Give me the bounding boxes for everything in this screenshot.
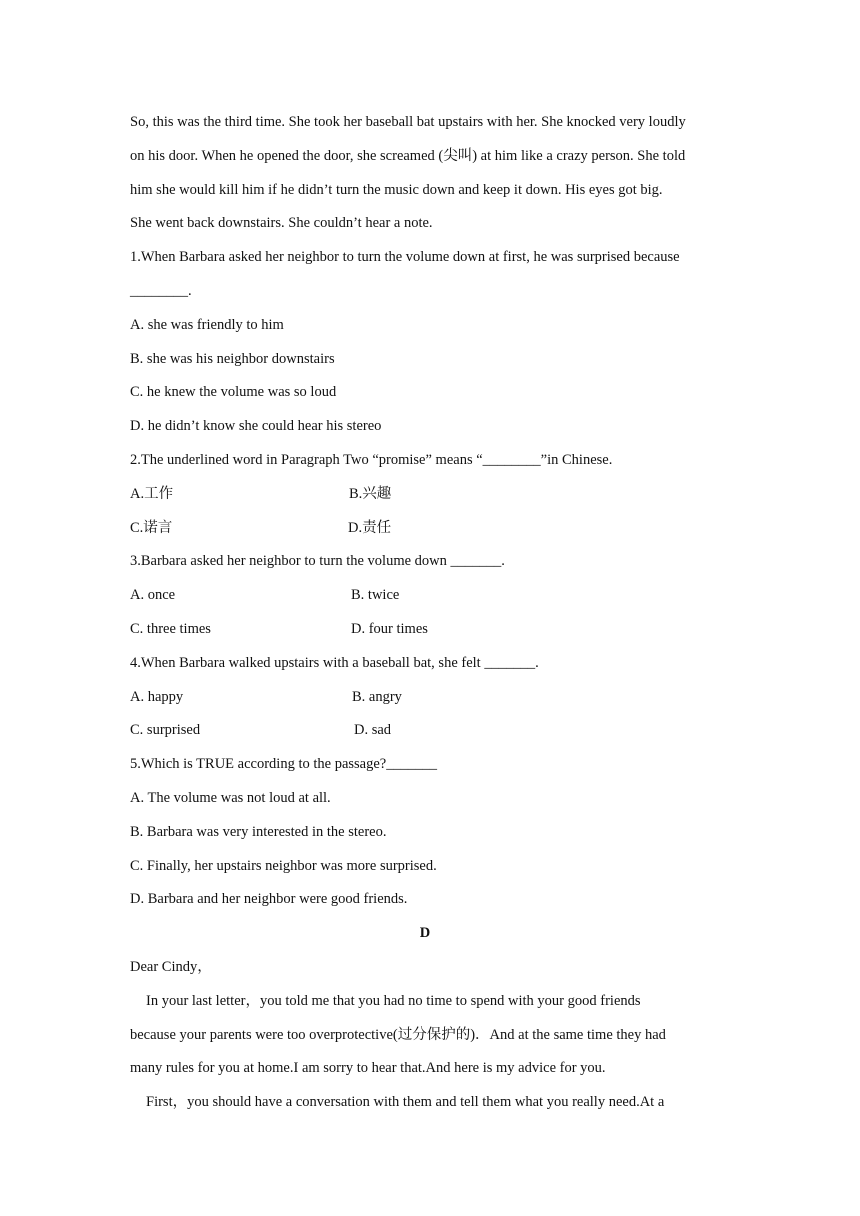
question-4-options-row-2 — [130, 714, 720, 748]
question-2-options-row-2 — [130, 512, 720, 546]
question-3-options-row-1 — [130, 579, 720, 613]
letter-salutation: Dear Cindy， — [130, 958, 212, 975]
passage-line: him she would kill him if he didn’t turn the music down and keep it down. His eyes got big. — [130, 181, 663, 198]
question-2-option-c: C.诺言 — [130, 519, 173, 536]
question-2-option-b: B.兴趣 — [349, 485, 392, 502]
letter-line: many rules for you at home.I am sorry to hear that.And here is my advice for you. — [130, 1060, 606, 1077]
question-2-option-d: D.责任 — [348, 519, 392, 536]
passage-line: She went back downstairs. She couldn’t hear a note. — [130, 215, 433, 232]
question-5-option-b: B. Barbara was very interested in the stereo. — [130, 823, 387, 840]
question-4-option-c: C. surprised — [130, 722, 201, 739]
question-1-option-d: D. he didn’t know she could hear his stereo — [130, 418, 382, 435]
question-1-option-c: C. he knew the volume was so loud — [130, 384, 337, 401]
question-3-option-a: A. once — [130, 587, 176, 604]
question-2-option-a: A.工作 — [130, 485, 174, 502]
question-3-options-row-2 — [130, 613, 720, 647]
question-3-option-c: C. three times — [130, 620, 211, 637]
document-page — [130, 106, 720, 1120]
letter-line: First，you should have a conversation with them and tell them what you really need.At a — [146, 1094, 665, 1111]
question-3-option-d: D. four times — [351, 620, 428, 637]
question-4-options-row-1 — [130, 681, 720, 715]
letter-line: because your parents were too overprotective(过分保护的)．And at the same time they had — [130, 1026, 666, 1043]
question-4-option-d: D. sad — [354, 722, 392, 739]
question-5-stem: 5.Which is TRUE according to the passage?_______ — [130, 756, 437, 773]
question-2-options-row-1 — [130, 478, 720, 512]
question-4-stem: 4.When Barbara walked upstairs with a baseball bat, she felt _______. — [130, 654, 539, 671]
section-heading: D — [419, 925, 431, 942]
question-1-stem: 1.When Barbara asked her neighbor to turn the volume down at first, he was surprised because — [130, 249, 680, 266]
question-5-option-a: A. The volume was not loud at all. — [130, 789, 331, 806]
question-5-option-c: C. Finally, her upstairs neighbor was more surprised. — [130, 857, 437, 874]
question-4-option-a: A. happy — [130, 688, 184, 705]
passage-line: on his door. When he opened the door, she screamed (尖叫) at him like a crazy person. She told — [130, 147, 686, 164]
passage-line: So, this was the third time. She took her baseball bat upstairs with her. She knocked very loudly — [130, 114, 686, 130]
question-4-option-b: B. angry — [352, 688, 402, 705]
question-1-blank: ________. — [130, 282, 192, 299]
question-2-stem: 2.The underlined word in Paragraph Two “promise” means “________”in Chinese. — [130, 451, 613, 468]
question-1-option-b: B. she was his neighbor downstairs — [130, 350, 335, 367]
question-3-option-b: B. twice — [351, 587, 400, 604]
question-1-option-a: A. she was friendly to him — [130, 316, 284, 333]
question-3-stem: 3.Barbara asked her neighbor to turn the volume down _______. — [130, 553, 505, 570]
letter-line: In your last letter，you told me that you had no time to spend with your good friends — [146, 992, 641, 1009]
question-5-option-d: D. Barbara and her neighbor were good friends. — [130, 891, 408, 908]
